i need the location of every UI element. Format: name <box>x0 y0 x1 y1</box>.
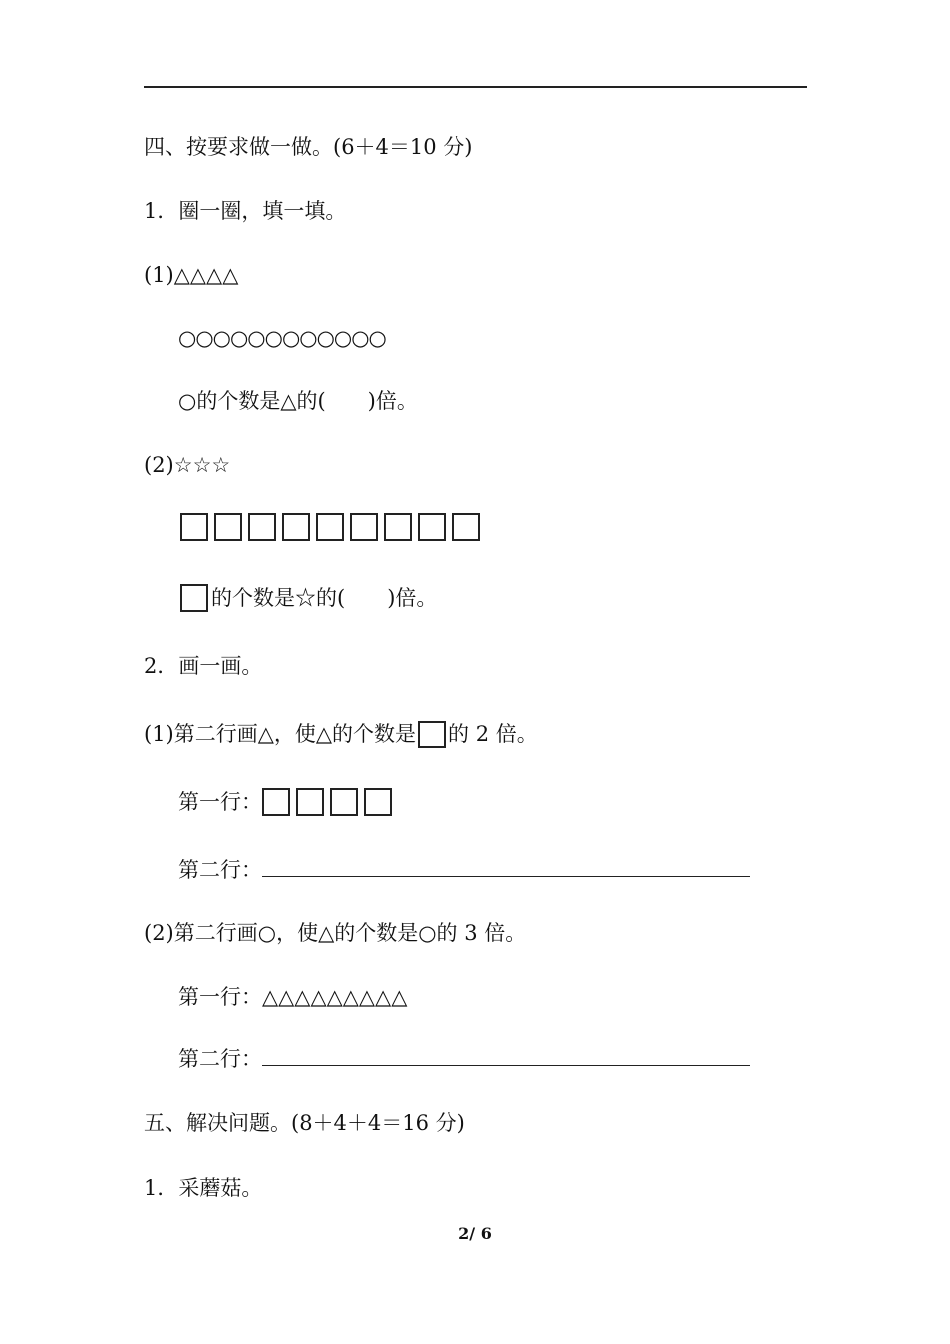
q1-part1-triangles: (1)△△△△ <box>144 263 239 287</box>
square-icon <box>296 788 324 816</box>
q2-part2-instruction: (2)第二行画○，使△的个数是○的 3 倍。 <box>144 921 527 945</box>
square-icon <box>262 788 290 816</box>
square-icon <box>364 788 392 816</box>
square-icon <box>214 513 242 541</box>
section5-q1-title: 1．采蘑菇。 <box>144 1176 263 1200</box>
section5-heading: 五、解决问题。(8＋4＋4＝16 分) <box>144 1111 465 1135</box>
q1-part2-answer: 的个数是☆的( )倍。 <box>211 586 438 610</box>
q1-part2-squares-row <box>180 513 486 541</box>
q2-part1-row1-label: 第一行： <box>178 790 262 814</box>
square-icon <box>384 513 412 541</box>
q2-part1-instruction <box>144 720 538 748</box>
q2-part1-prefix: (1)第二行画△，使△的个数是 <box>144 722 417 746</box>
square-icon <box>248 513 276 541</box>
q2-part2-row2 <box>178 1045 750 1073</box>
square-icon <box>180 513 208 541</box>
square-icon <box>452 513 480 541</box>
square-icon <box>350 513 378 541</box>
square-icon <box>418 513 446 541</box>
q2-part2-row1-triangles: △△△△△△△△△ <box>262 985 408 1009</box>
q2-part1-answer-blank[interactable] <box>262 856 750 877</box>
square-icon <box>330 788 358 816</box>
q2-part1-row1-squares <box>262 790 398 814</box>
square-icon <box>418 721 446 748</box>
q1-part2-answer-line <box>180 584 437 612</box>
q2-part1-row2 <box>178 856 750 884</box>
q2-part1-row2-label: 第二行： <box>178 858 262 882</box>
q2-part1-row1 <box>178 788 398 816</box>
q1-part2-stars: (2)☆☆☆ <box>144 453 231 477</box>
q1-title: 1．圈一圈，填一填。 <box>144 199 347 223</box>
square-icon <box>180 584 208 612</box>
q2-part2-row1 <box>178 983 407 1011</box>
section4-heading: 四、按要求做一做。(6＋4＝10 分) <box>144 135 473 159</box>
header-rule <box>144 86 807 88</box>
q2-title: 2．画一画。 <box>144 654 263 678</box>
q1-part1-circles: ○○○○○○○○○○○○ <box>178 326 386 350</box>
page-number: 2/ 6 <box>458 1224 492 1243</box>
q1-part1-answer: ○的个数是△的( )倍。 <box>178 389 418 413</box>
q2-part2-answer-blank[interactable] <box>262 1045 750 1066</box>
square-icon <box>282 513 310 541</box>
q2-part2-row2-label: 第二行： <box>178 1047 262 1071</box>
square-icon <box>316 513 344 541</box>
q2-part1-suffix: 的 2 倍。 <box>448 722 538 746</box>
q2-part2-row1-label: 第一行： <box>178 985 262 1009</box>
